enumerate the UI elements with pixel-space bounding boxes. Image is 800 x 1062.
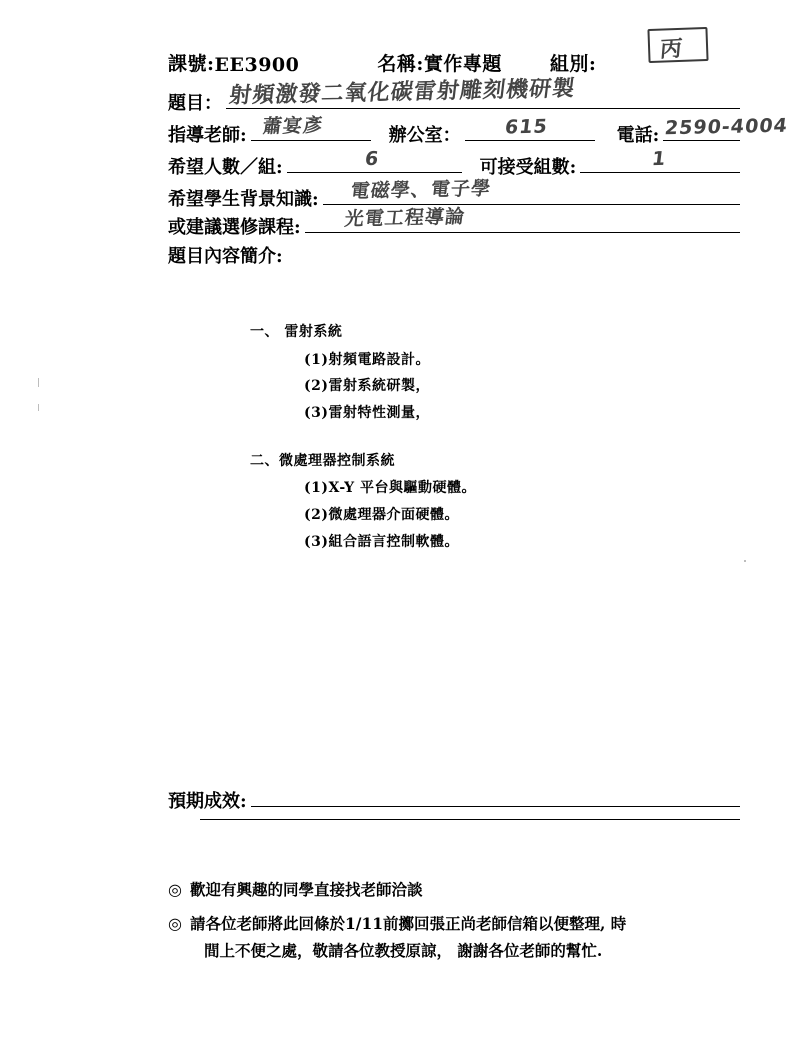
expected-rule [251,786,740,807]
note-item [168,876,748,904]
course-rule [305,205,740,233]
list-item: (1)X-Y 平台與驅動硬體。 [304,480,476,497]
accept-value: 1 [650,147,668,171]
section-1 [250,322,670,425]
list-item: (1)射頻電路設計。 [304,351,430,368]
note-text: 歡迎有興趣的同學直接找老師洽談 [190,880,423,899]
list-item: (2)雷射系統研製， [304,378,430,395]
field-teacher-row [168,114,790,147]
group-value: 丙 [658,36,685,63]
scan-speckle [744,560,746,562]
scan-speckle [38,404,39,411]
group-value-box [647,27,708,63]
course-label: 或建議選修課程: [168,217,301,238]
wanted-value: 6 [363,147,381,171]
title-rule [226,76,740,109]
scan-speckle [38,378,39,387]
note-text [190,910,748,964]
section-2 [250,451,670,554]
section-2-items [250,478,670,553]
expected-rule-second [200,818,740,820]
teacher-label: 指導老師: [168,125,247,146]
field-title [168,76,740,115]
teacher-value: 蕭宴彥 [261,114,324,138]
course-no-label: 課號: [168,53,215,75]
accept-rule [580,147,740,173]
note-text-line2: 間上不便之處，敬請各位教授原諒， 謝謝各位老師的幫忙. [204,941,603,961]
circle-bullet-icon: ◎ [168,914,182,933]
title-value: 射頻激發二氧化碳雷射雕刻機研製 [227,76,577,109]
intro-label: 題目內容簡介: [168,246,283,267]
phone-rule [663,114,790,141]
list-item: (3)雷射特性測量， [304,405,430,422]
project-name-value: 實作專題 [423,53,502,75]
office-value: 615 [503,115,549,139]
field-intro [168,242,740,268]
field-expected [168,786,740,813]
background-value: 電磁學、電子學 [348,177,492,203]
note-text-line1: 請各位老師將此回條於1/11前擲回張正尚老師信箱以便整理, 時 [190,914,627,933]
title-label: 題目： [168,93,222,114]
wanted-rule [287,147,462,173]
list-item: (2)微處理器介面硬體。 [304,507,459,524]
teacher-rule [251,114,371,141]
phone-value: 2590-4004 [663,114,790,140]
section-1-heading: 一、 雷射系統 [250,324,343,340]
wanted-label: 希望人數／組: [168,157,283,178]
group-label: 組別: [549,53,597,75]
list-item: (3)組合語言控制軟體。 [304,533,459,550]
phone-label: 電話: [616,125,660,146]
office-label: 辦公室： [388,125,461,146]
accept-label: 可接受組數: [479,157,577,178]
footer-notes [168,876,748,970]
project-name-label: 名稱: [377,53,424,75]
field-course [168,205,740,239]
course-value: 光電工程導論 [342,205,466,231]
expected-label: 預期成效: [168,791,247,812]
content-body [250,322,670,580]
note-item [168,910,748,964]
office-rule [465,115,595,141]
background-label: 希望學生背景知識: [168,189,319,210]
circle-bullet-icon: ◎ [168,880,182,899]
background-rule [323,177,740,205]
section-2-heading: 二、微處理器控制系統 [250,452,395,469]
section-1-items [250,350,670,425]
course-no-value: EE3900 [214,54,300,76]
